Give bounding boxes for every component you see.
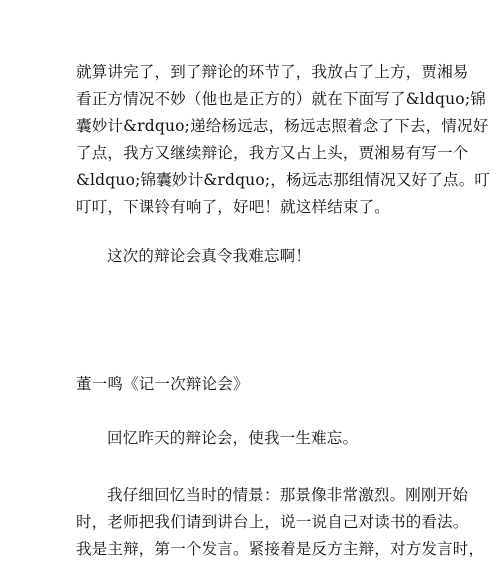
paragraph-unforgettable: 这次的辩论会真令我难忘啊！ xyxy=(107,247,312,265)
text-line: 叮叮，下课铃有响了，好吧！就这样结束了。 xyxy=(76,198,391,216)
paragraph-debate-recap xyxy=(76,59,491,221)
text-line: 我仔细回忆当时的情景：那景像非常激烈。刚刚开始 xyxy=(107,486,469,504)
text-line: 了点，我方又继续辩论，我方又占上头，贾湘易有写一个 xyxy=(76,144,469,162)
text-line: &ldquo;锦囊妙计&rdquo;，杨远志那组情况又好了点。叮 xyxy=(76,171,491,189)
text-line: 时，老师把我们请到讲台上，说一说自己对读书的看法。 xyxy=(76,513,469,531)
text-line: 看正方情况不妙（他也是正方的）就在下面写了&ldquo;锦 xyxy=(76,90,486,108)
text-line: 囊妙计&rdquo;递给杨远志，杨远志照着念了下去，情况好 xyxy=(76,117,489,135)
paragraph-recall: 回忆昨天的辩论会，使我一生难忘。 xyxy=(107,429,359,447)
text-line: 我是主辩，第一个发言。紧接着是反方主辩，对方发言时， xyxy=(76,540,485,558)
paragraph-scene xyxy=(76,482,485,563)
essay-title: 董一鸣《记一次辩论会》 xyxy=(76,375,249,393)
text-line: 就算讲完了，到了辩论的环节了，我放占了上方，贾湘易 xyxy=(76,63,469,81)
